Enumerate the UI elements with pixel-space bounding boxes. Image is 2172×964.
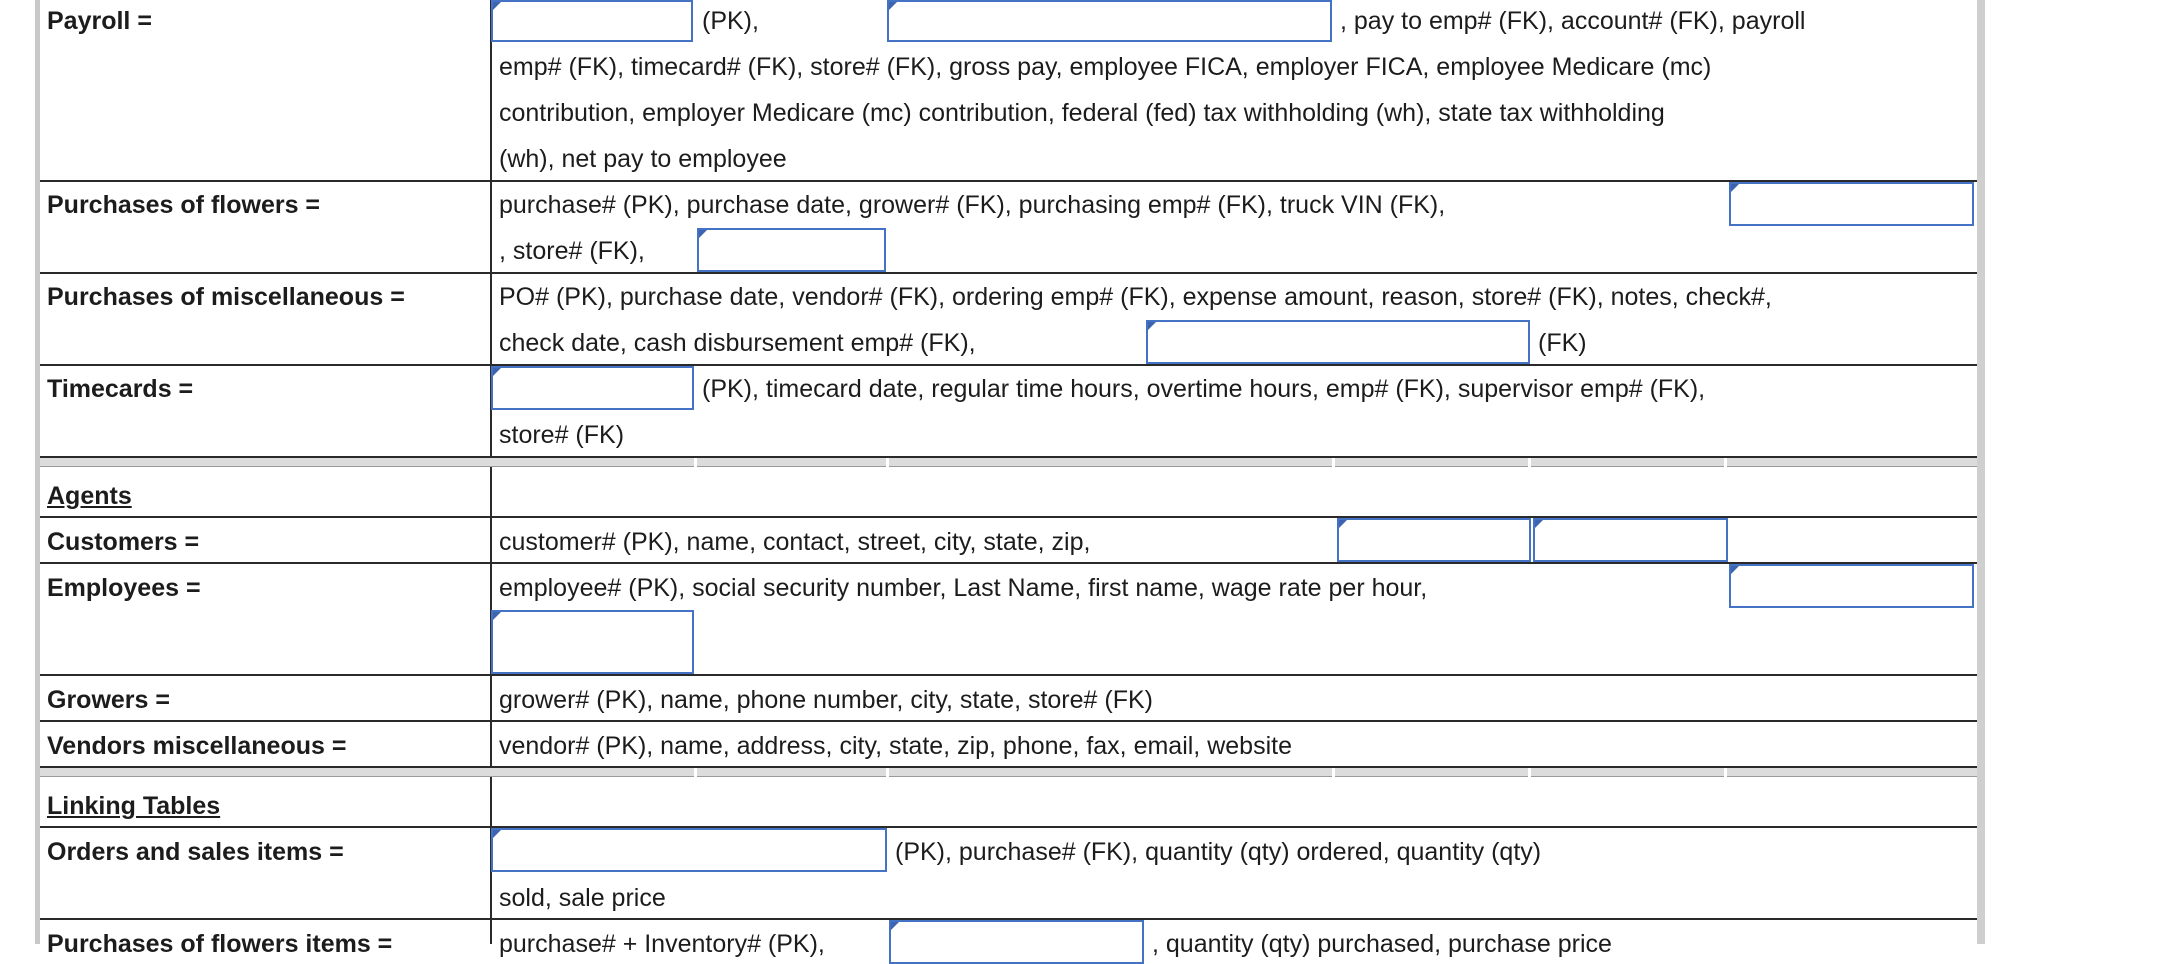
orders-sales-items-line2: sold, sale price — [499, 884, 666, 912]
purchases-flowers-line2: , store# (FK), — [499, 237, 645, 265]
employees-label: Employees = — [47, 574, 201, 602]
growers-label: Growers = — [47, 686, 170, 714]
payroll-label: Payroll = — [47, 7, 152, 35]
purchases-misc-answer-input[interactable] — [1146, 320, 1530, 364]
customers-answer-input-1[interactable] — [1337, 518, 1531, 562]
comment-marker-icon — [1148, 322, 1156, 330]
vendors-misc-label: Vendors miscellaneous = — [47, 732, 347, 760]
employees-line1: employee# (PK), social security number, Last Name, first name, wage rate per hour, — [499, 574, 1428, 602]
agents-section-heading: Agents — [47, 482, 132, 510]
column-gap — [1724, 768, 1727, 779]
row-divider — [40, 364, 1977, 366]
payroll-answer-input[interactable] — [887, 0, 1332, 42]
column-gap — [1332, 458, 1335, 469]
row-divider — [40, 720, 1977, 722]
column-gap — [886, 458, 889, 469]
purchases-flowers-answer-input-1[interactable] — [1729, 182, 1974, 226]
purchases-misc-line1: PO# (PK), purchase date, vendor# (FK), ordering emp# (FK), expense amount, reason, store# (FK), notes, check#, — [499, 283, 1772, 311]
purchases-flowers-line1: purchase# (PK), purchase date, grower# (FK), purchasing emp# (FK), truck VIN (FK), — [499, 191, 1446, 219]
orders-sales-items-pk-input[interactable] — [491, 828, 887, 872]
payroll-line1-a: (PK), — [702, 7, 759, 35]
row-divider — [40, 180, 1977, 182]
sheet-left-border — [35, 0, 40, 944]
comment-marker-icon — [889, 2, 897, 10]
section-divider — [40, 766, 1977, 777]
purchases-flowers-answer-input-2[interactable] — [697, 228, 886, 272]
orders-sales-items-label: Orders and sales items = — [47, 838, 344, 866]
linking-tables-section-heading: Linking Tables — [47, 792, 221, 820]
purchases-misc-line2: check date, cash disbursement emp# (FK), — [499, 329, 976, 357]
comment-marker-icon — [493, 612, 501, 620]
employees-answer-input-2[interactable] — [491, 610, 694, 674]
row-divider — [40, 826, 1977, 828]
timecards-line1: (PK), timecard date, regular time hours, overtime hours, emp# (FK), supervisor emp# (FK), — [702, 375, 1706, 403]
purchases-flowers-label: Purchases of flowers = — [47, 191, 321, 219]
comment-marker-icon — [493, 830, 501, 838]
customers-answer-input-2[interactable] — [1533, 518, 1728, 562]
payroll-line1-b: , pay to emp# (FK), account# (FK), payroll — [1340, 7, 1806, 35]
comment-marker-icon — [1339, 520, 1347, 528]
payroll-line3: contribution, employer Medicare (mc) contribution, federal (fed) tax withholding (wh), state tax withholding — [499, 99, 1665, 127]
comment-marker-icon — [493, 368, 501, 376]
row-divider — [40, 562, 1977, 564]
customers-label: Customers = — [47, 528, 200, 556]
row-divider — [40, 272, 1977, 274]
comment-marker-icon — [891, 922, 899, 930]
timecards-label: Timecards = — [47, 375, 194, 403]
column-gap — [886, 768, 889, 779]
timecards-pk-input[interactable] — [491, 366, 694, 410]
comment-marker-icon — [1731, 184, 1739, 192]
column-gap — [694, 768, 697, 779]
column-gap — [1528, 458, 1531, 469]
comment-marker-icon — [1535, 520, 1543, 528]
comment-marker-icon — [1731, 566, 1739, 574]
timecards-line2: store# (FK) — [499, 421, 625, 449]
growers-line1: grower# (PK), name, phone number, city, state, store# (FK) — [499, 686, 1153, 714]
payroll-line4: (wh), net pay to employee — [499, 145, 787, 173]
purchases-flowers-items-answer-input[interactable] — [889, 920, 1144, 964]
column-gap — [1528, 768, 1531, 779]
column-gap — [1724, 458, 1727, 469]
sheet-right-border — [1977, 0, 1985, 944]
comment-marker-icon — [699, 230, 707, 238]
row-divider — [40, 674, 1977, 676]
purchases-flowers-items-line1-b: , quantity (qty) purchased, purchase price — [1152, 930, 1612, 958]
payroll-pk-input[interactable] — [491, 0, 693, 42]
section-divider — [40, 456, 1977, 467]
column-gap — [1332, 768, 1335, 779]
customers-line1: customer# (PK), name, contact, street, city, state, zip, — [499, 528, 1091, 556]
payroll-line2: emp# (FK), timecard# (FK), store# (FK), gross pay, employee FICA, employer FICA, employee Medicare (mc) — [499, 53, 1712, 81]
orders-sales-items-line1: (PK), purchase# (FK), quantity (qty) ordered, quantity (qty) — [895, 838, 1542, 866]
comment-marker-icon — [493, 2, 501, 10]
column-gap — [694, 458, 697, 469]
purchases-flowers-items-label: Purchases of flowers items = — [47, 930, 393, 958]
purchases-flowers-items-line1-a: purchase# + Inventory# (PK), — [499, 930, 825, 958]
purchases-misc-line2-b: (FK) — [1538, 329, 1587, 357]
employees-answer-input-1[interactable] — [1729, 564, 1974, 608]
vendors-misc-line1: vendor# (PK), name, address, city, state, zip, phone, fax, email, website — [499, 732, 1292, 760]
purchases-misc-label: Purchases of miscellaneous = — [47, 283, 405, 311]
